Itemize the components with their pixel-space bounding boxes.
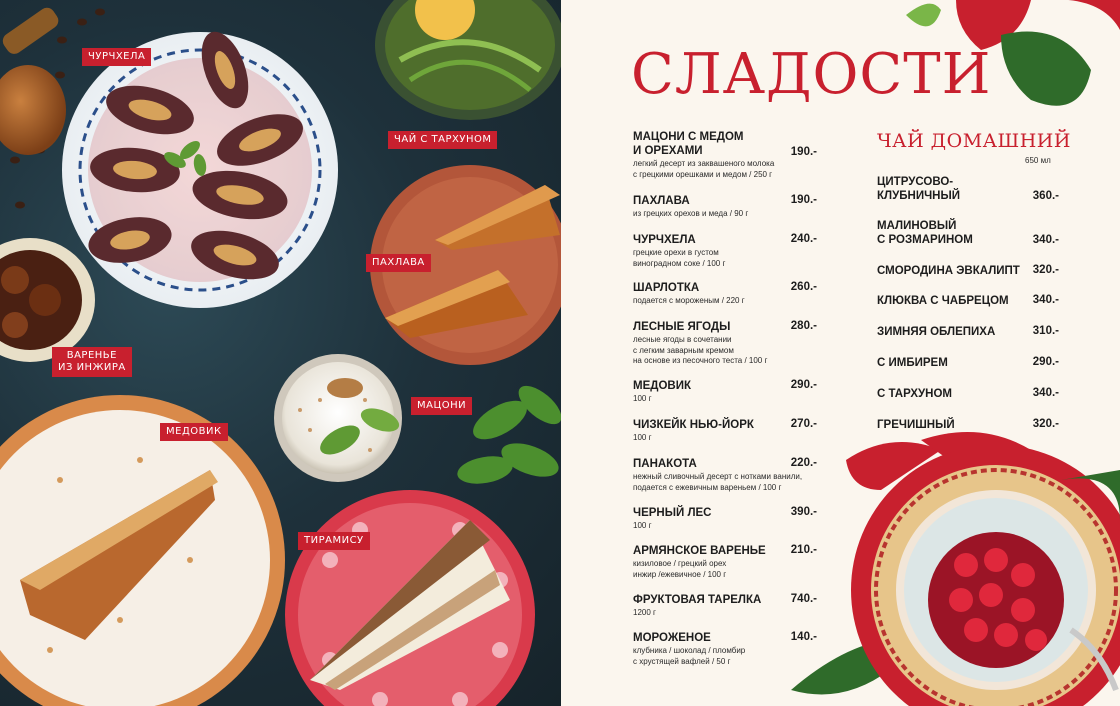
menu-item bbox=[633, 544, 817, 580]
tea-price: 340.- bbox=[1032, 234, 1059, 246]
item-description: из грецких орехов и меда / 90 г bbox=[633, 209, 749, 218]
tea-section-title: ЧАЙ ДОМАШНИЙ bbox=[877, 130, 1071, 152]
item-price: 220.- bbox=[790, 457, 817, 469]
photo-label-tarragon-tea: ЧАЙ С ТАРХУНОМ bbox=[388, 131, 497, 149]
menu-item bbox=[633, 418, 817, 444]
menu-item bbox=[633, 233, 817, 269]
tea-name: КЛЮКВА С ЧАБРЕЦОМ bbox=[877, 295, 1009, 307]
item-description: 100 г bbox=[633, 521, 652, 530]
item-price: 270.- bbox=[790, 418, 817, 430]
menu-item bbox=[633, 631, 817, 667]
tea-volume: 650 мл bbox=[1025, 156, 1051, 165]
item-price: 740.- bbox=[790, 593, 817, 605]
tea-item bbox=[877, 418, 1059, 432]
item-description: 100 г bbox=[633, 433, 652, 442]
tea-item bbox=[877, 219, 1059, 247]
item-description: 100 г bbox=[633, 394, 652, 403]
item-description: подается с мороженым / 220 г bbox=[633, 296, 745, 305]
tea-name: С ИМБИРЕМ bbox=[877, 357, 948, 369]
photo-label-matsoni: МАЦОНИ bbox=[411, 397, 472, 415]
tea-name: ЦИТРУСОВО- КЛУБНИЧНЫЙ bbox=[877, 176, 960, 202]
photo-label-fig-jam: ВАРЕНЬЕ ИЗ ИНЖИРА bbox=[52, 347, 132, 377]
tea-name: ГРЕЧИШНЫЙ bbox=[877, 419, 955, 431]
menu-item bbox=[633, 457, 817, 493]
item-name: АРМЯНСКОЕ ВАРЕНЬЕ bbox=[633, 545, 766, 557]
tea-price: 320.- bbox=[1032, 418, 1059, 430]
item-price: 290.- bbox=[790, 379, 817, 391]
photo-label-medovik: МЕДОВИК bbox=[160, 423, 228, 441]
tea-price: 290.- bbox=[1032, 356, 1059, 368]
tea-price: 340.- bbox=[1032, 387, 1059, 399]
menu-item bbox=[633, 130, 817, 180]
tea-name: МАЛИНОВЫЙ С РОЗМАРИНОМ bbox=[877, 220, 973, 246]
menu-item bbox=[633, 194, 817, 220]
churchkhela-plate bbox=[62, 26, 338, 308]
tea-price: 360.- bbox=[1032, 190, 1059, 202]
cezve bbox=[0, 5, 66, 155]
item-price: 390.- bbox=[790, 506, 817, 518]
item-description: нежный сливочный десерт с нотками ванили, подается с ежевичным вареньем / 100 г bbox=[633, 472, 803, 492]
item-name: ПАХЛАВА bbox=[633, 195, 690, 207]
item-name: МЕДОВИК bbox=[633, 380, 691, 392]
item-name: ФРУКТОВАЯ ТАРЕЛКА bbox=[633, 594, 762, 606]
item-description: лесные ягоды в сочетании с легким заварным кремом на основе из песочного теста / 100 г bbox=[633, 335, 768, 365]
item-name: ЧУРЧХЕЛА bbox=[633, 234, 696, 246]
menu-page bbox=[561, 0, 1120, 706]
item-description: кизиловое / грецкий орех инжир /ежевичное / 100 г bbox=[633, 559, 727, 579]
tiramisu-plate bbox=[285, 490, 535, 706]
tea-price: 310.- bbox=[1032, 325, 1059, 337]
menu-title: СЛАДОСТИ bbox=[631, 42, 992, 107]
item-name: МОРОЖЕНОЕ bbox=[633, 632, 711, 644]
item-price: 190.- bbox=[790, 194, 817, 206]
menu-item bbox=[633, 593, 817, 619]
tea-glass bbox=[375, 0, 561, 120]
item-name: ПАНАКОТА bbox=[633, 458, 697, 470]
mint-bunch bbox=[455, 379, 561, 488]
item-price: 210.- bbox=[790, 544, 817, 556]
item-price: 280.- bbox=[790, 320, 817, 332]
medovik-plate bbox=[0, 395, 285, 706]
fig-jam-bowl bbox=[0, 238, 95, 362]
tea-name: СМОРОДИНА ЭВКАЛИПТ bbox=[877, 265, 1020, 277]
item-name: ШАРЛОТКА bbox=[633, 282, 700, 294]
tea-price: 340.- bbox=[1032, 294, 1059, 306]
item-price: 140.- bbox=[790, 631, 817, 643]
tea-price: 320.- bbox=[1032, 264, 1059, 276]
photo-label-pakhlava: ПАХЛАВА bbox=[366, 254, 431, 272]
item-description: легкий десерт из заквашеного молока с грецкими орешками и медом / 250 г bbox=[633, 159, 775, 179]
tea-item bbox=[877, 264, 1059, 278]
menu-item bbox=[633, 281, 817, 307]
tea-item bbox=[877, 175, 1059, 203]
photo-label-churchkhela: ЧУРЧХЕЛА bbox=[82, 48, 151, 66]
item-price: 240.- bbox=[790, 233, 817, 245]
tea-name: С ТАРХУНОМ bbox=[877, 388, 952, 400]
item-name: ЧИЗКЕЙК НЬЮ-ЙОРК bbox=[633, 419, 754, 431]
photo-label-tiramisu: ТИРАМИСУ bbox=[298, 532, 370, 550]
item-name: МАЦОНИ С МЕДОМ И ОРЕХАМИ bbox=[633, 131, 744, 157]
menu-item bbox=[633, 379, 817, 405]
item-name: ЛЕСНЫЕ ЯГОДЫ bbox=[633, 321, 731, 333]
item-description: грецкие орехи в густом виноградном соке / 100 г bbox=[633, 248, 726, 268]
menu-item bbox=[633, 506, 817, 532]
tea-item bbox=[877, 387, 1059, 401]
item-price: 260.- bbox=[790, 281, 817, 293]
item-description: 1200 г bbox=[633, 608, 656, 617]
menu-item bbox=[633, 320, 817, 367]
tea-name: ЗИМНЯЯ ОБЛЕПИХА bbox=[877, 326, 996, 338]
matsoni-bowl bbox=[274, 354, 402, 482]
item-description: клубника / шоколад / пломбир с хрустящей вафлей / 50 г bbox=[633, 646, 746, 666]
item-name: ЧЕРНЫЙ ЛЕС bbox=[633, 507, 712, 519]
item-price: 190.- bbox=[790, 146, 817, 158]
tea-item bbox=[877, 294, 1059, 308]
bottom-leaf-decoration bbox=[791, 432, 1120, 706]
tea-item bbox=[877, 356, 1059, 370]
tea-item bbox=[877, 325, 1059, 339]
